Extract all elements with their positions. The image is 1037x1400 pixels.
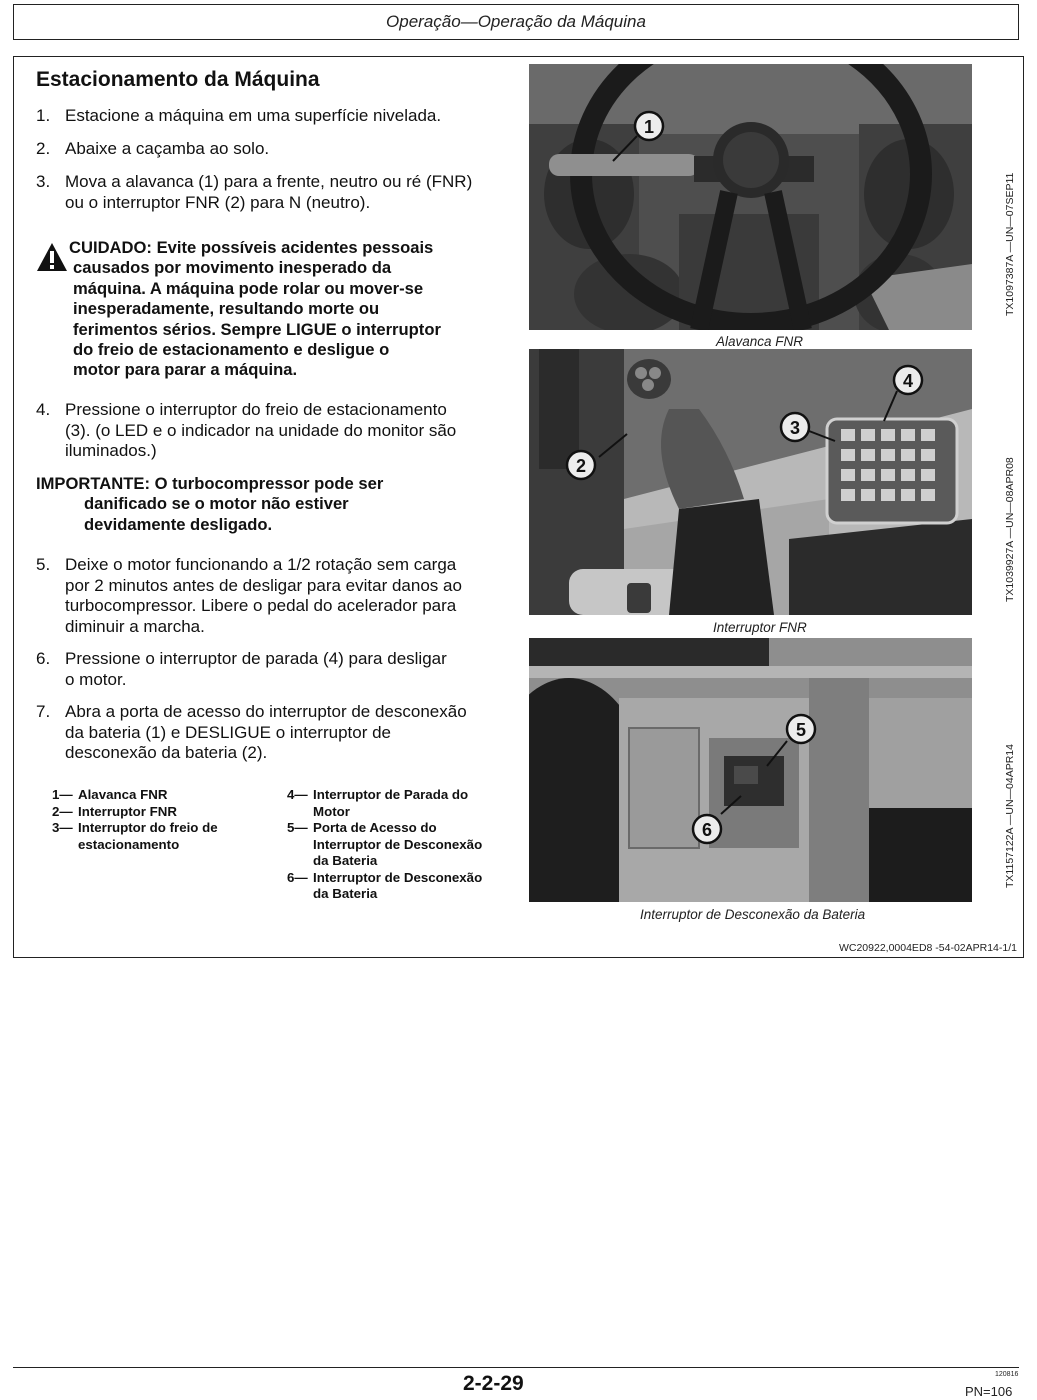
date-code: 120816 <box>995 1371 1019 1378</box>
step-text: por 2 minutos antes de desligar para evitar danos ao <box>65 575 462 595</box>
legend-text: da Bateria <box>313 886 378 901</box>
step-1 <box>36 106 516 127</box>
step-text: Abra a porta de acesso do interruptor de desconexão <box>65 702 467 721</box>
warning-triangle-icon <box>36 242 68 272</box>
step-number: 7. <box>36 702 51 721</box>
caution-text: causados por movimento inesperado da <box>73 258 392 278</box>
important-text: devidamente desligado. <box>84 514 273 534</box>
callout-label: 5 <box>795 720 807 740</box>
callout-label: 4 <box>902 371 914 391</box>
battery-disconnect-photo <box>529 638 972 902</box>
callout-label: 3 <box>789 418 801 438</box>
legend-text: Interruptor FNR <box>78 803 177 819</box>
legend-left <box>52 787 262 853</box>
figure-caption: Interruptor FNR <box>713 620 807 635</box>
step-number: 6. <box>36 649 51 668</box>
footer-divider <box>13 1367 1019 1368</box>
figure-caption: Alavanca FNR <box>716 334 804 349</box>
reference-code: WC20922,0004ED8 -54-02APR14-1/1 <box>838 942 1017 954</box>
legend-number: 3— <box>52 820 73 835</box>
step-text: ou o interruptor FNR (2) para N (neutro). <box>65 192 371 212</box>
header-title: Operação—Operação da Máquina <box>386 12 646 31</box>
legend-number: 5— <box>287 820 308 835</box>
important-text: danificado se o motor não estiver <box>84 494 349 514</box>
step-text: iluminados.) <box>65 441 157 460</box>
legend-text: Motor <box>313 803 350 819</box>
legend-item <box>287 787 517 820</box>
step-number: 5. <box>36 555 51 574</box>
legend-item <box>52 820 262 853</box>
step-3 <box>36 172 516 213</box>
legend-number: 6— <box>287 869 308 885</box>
figure-code: TX1157122A —UN—04APR14 <box>1004 744 1016 888</box>
step-text: (3). (o LED e o indicador na unidade do monitor são <box>65 420 457 440</box>
step-text: da bateria (1) e DESLIGUE o interruptor de <box>65 722 391 742</box>
legend-text: Porta de Acesso do <box>313 820 437 835</box>
legend-item <box>52 787 262 804</box>
caution-text: máquina. A máquina pode rolar ou mover-se <box>73 278 424 298</box>
step-text: Mova a alavanca (1) para a frente, neutro ou ré (FNR) <box>65 172 473 191</box>
callout-label: 6 <box>701 820 713 840</box>
step-text: Pressione o interruptor do freio de estacionamento <box>65 400 447 419</box>
step-2 <box>36 139 516 160</box>
step-text: Estacione a máquina em uma superfície nivelada. <box>65 106 442 125</box>
step-number: 2. <box>36 139 51 158</box>
step-number: 3. <box>36 172 51 191</box>
step-6 <box>36 649 516 690</box>
fnr-lever-photo <box>529 64 972 330</box>
caution-text: CUIDADO: Evite possíveis acidentes pessoais <box>69 238 434 257</box>
caution-text: ferimentos sérios. Sempre LIGUE o interruptor <box>73 319 441 339</box>
figure-fnr-switch <box>529 349 972 615</box>
step-text: o motor. <box>65 669 127 689</box>
caution-text: motor para parar a máquina. <box>73 360 298 380</box>
caution-text: do freio de estacionamento e desligue o <box>73 340 390 360</box>
step-text: turbocompressor. Libere o pedal do acelerador para <box>65 596 457 615</box>
important-text: IMPORTANTE: O turbocompressor pode ser <box>36 474 384 493</box>
section-title: Estacionamento da Máquina <box>36 68 320 91</box>
figure-code: TX1097387A —UN—07SEP11 <box>1004 172 1016 316</box>
legend-text: Interruptor de Desconexão <box>313 836 483 852</box>
legend-item <box>52 804 262 821</box>
step-number: 1. <box>36 106 51 125</box>
step-text: Pressione o interruptor de parada (4) para desligar <box>65 649 447 668</box>
legend-number: 4— <box>287 787 308 802</box>
step-4 <box>36 400 516 462</box>
legend-text: Interruptor de Desconexão <box>313 869 483 885</box>
legend-number: 1— <box>52 787 73 802</box>
callout-label: 1 <box>643 117 655 137</box>
pn-label: PN=106 <box>965 1384 1013 1399</box>
step-5 <box>36 555 516 637</box>
legend-item <box>287 870 517 903</box>
legend-text: Interruptor do freio de <box>78 820 218 835</box>
legend-right <box>287 787 517 903</box>
fnr-switch-photo <box>529 349 972 615</box>
figure-code: TX1039927A —UN—08APR08 <box>1004 457 1016 602</box>
step-text: diminuir a marcha. <box>65 616 205 636</box>
figure-battery-disconnect <box>529 638 972 902</box>
figure-caption: Interruptor de Desconexão da Bateria <box>640 907 866 922</box>
legend-text: Alavanca FNR <box>78 787 168 802</box>
step-number: 4. <box>36 400 51 419</box>
step-7 <box>36 702 516 764</box>
legend-text: estacionamento <box>78 836 180 852</box>
legend-item <box>287 820 517 870</box>
step-text: Abaixe a caçamba ao solo. <box>65 139 270 158</box>
page-header <box>13 4 1019 40</box>
important-block <box>36 474 516 535</box>
legend-number: 2— <box>52 803 73 819</box>
callout-label: 2 <box>575 456 587 476</box>
figure-fnr-lever <box>529 64 972 330</box>
step-text: desconexão da bateria (2). <box>65 743 268 762</box>
step-text: Deixe o motor funcionando a 1/2 rotação sem carga <box>65 555 457 574</box>
page-number: 2-2-29 <box>463 1372 524 1395</box>
legend-text: da Bateria <box>313 853 378 868</box>
legend-text: Interruptor de Parada do <box>313 787 469 802</box>
caution-text: inesperadamente, resultando morte ou <box>73 299 380 319</box>
caution-block <box>36 238 516 381</box>
